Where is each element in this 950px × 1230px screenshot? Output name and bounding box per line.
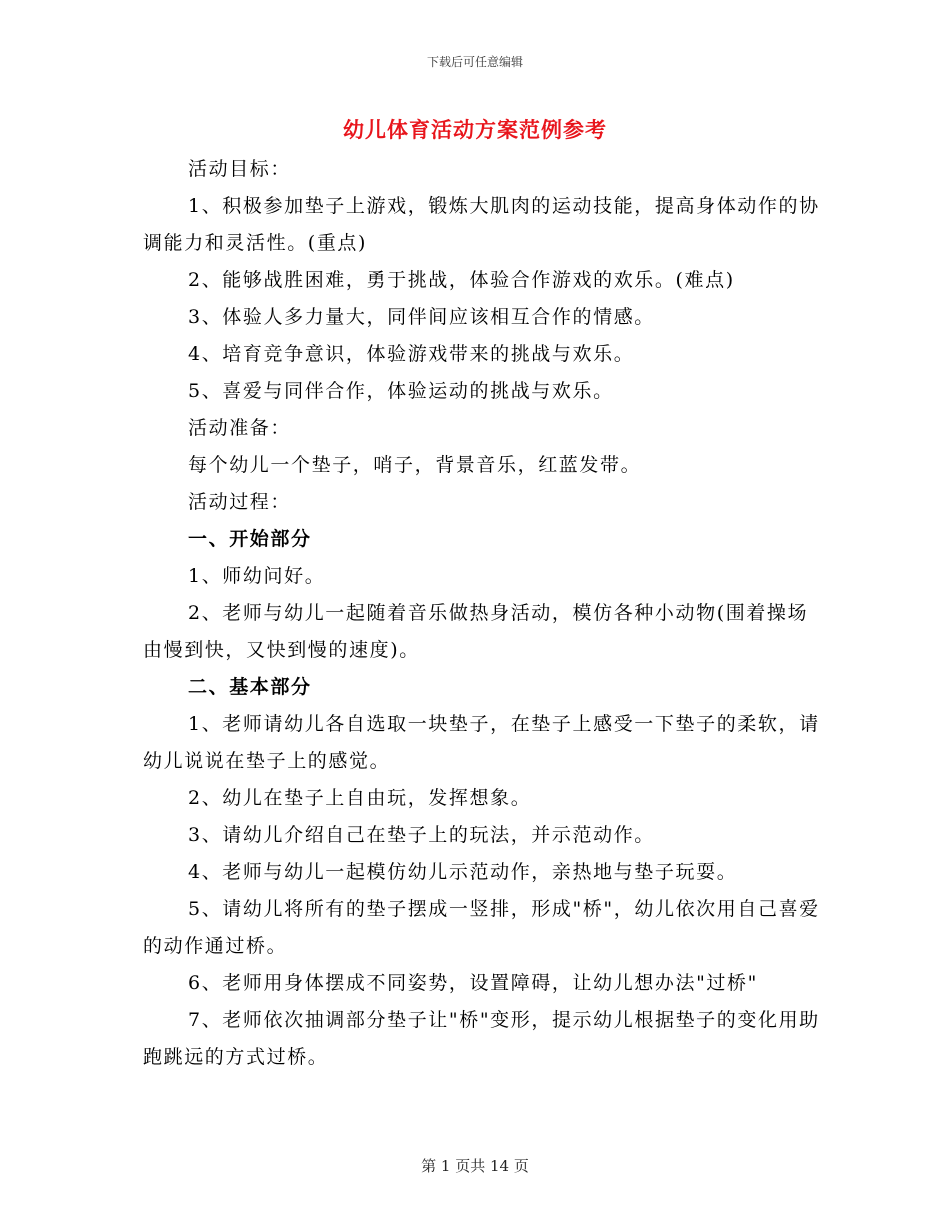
paragraph: 活动目标： — [188, 158, 292, 180]
paragraph: 1、积极参加垫子上游戏，锻炼大肌肉的运动技能，提高身体动作的协调能力和灵活性。(重点) — [143, 195, 820, 254]
paragraph: 3、体验人多力量大，同伴间应该相互合作的情感。 — [188, 306, 655, 328]
paragraph: 1、师幼问好。 — [188, 565, 326, 587]
paragraph: 活动准备： — [188, 417, 292, 439]
paragraph: 2、老师与幼儿一起随着音乐做热身活动，模仿各种小动物(围着操场由慢到快，又快到慢的速度)。 — [143, 602, 809, 661]
paragraph: 活动过程： — [188, 491, 292, 513]
paragraph: 2、能够战胜困难，勇于挑战，体验合作游戏的欢乐。(难点) — [188, 269, 735, 291]
paragraph: 3、请幼儿介绍自己在垫子上的玩法，并示范动作。 — [188, 824, 655, 846]
document-title: 幼儿体育活动方案范例参考 — [343, 117, 607, 142]
paragraph: 1、老师请幼儿各自选取一块垫子，在垫子上感受一下垫子的柔软，请幼儿说说在垫子上的感觉。 — [143, 713, 820, 772]
paragraph: 5、喜爱与同伴合作，体验运动的挑战与欢乐。 — [188, 380, 614, 402]
document-body — [143, 151, 823, 1076]
section-heading: 二、基本部分 — [188, 676, 312, 698]
section-heading: 一、开始部分 — [188, 528, 312, 550]
paragraph: 5、请幼儿将所有的垫子摆成一竖排，形成"桥"，幼儿依次用自己喜爱的动作通过桥。 — [143, 898, 820, 957]
paragraph: 6、老师用身体摆成不同姿势，设置障碍，让幼儿想办法"过桥" — [188, 972, 758, 994]
paragraph: 每个幼儿一个垫子，哨子，背景音乐，红蓝发带。 — [188, 454, 642, 476]
page-header: 下载后可任意编辑 — [426, 55, 523, 69]
paragraph: 2、幼儿在垫子上自由玩，发挥想象。 — [188, 787, 532, 809]
paragraph: 4、老师与幼儿一起模仿幼儿示范动作，亲热地与垫子玩耍。 — [188, 861, 738, 883]
page-footer: 第 1 页共 14 页 — [421, 1157, 529, 1175]
paragraph: 4、培育竞争意识，体验游戏带来的挑战与欢乐。 — [188, 343, 635, 365]
paragraph: 7、老师依次抽调部分垫子让"桥"变形，提示幼儿根据垫子的变化用助跑跳远的方式过桥。 — [143, 1009, 820, 1068]
